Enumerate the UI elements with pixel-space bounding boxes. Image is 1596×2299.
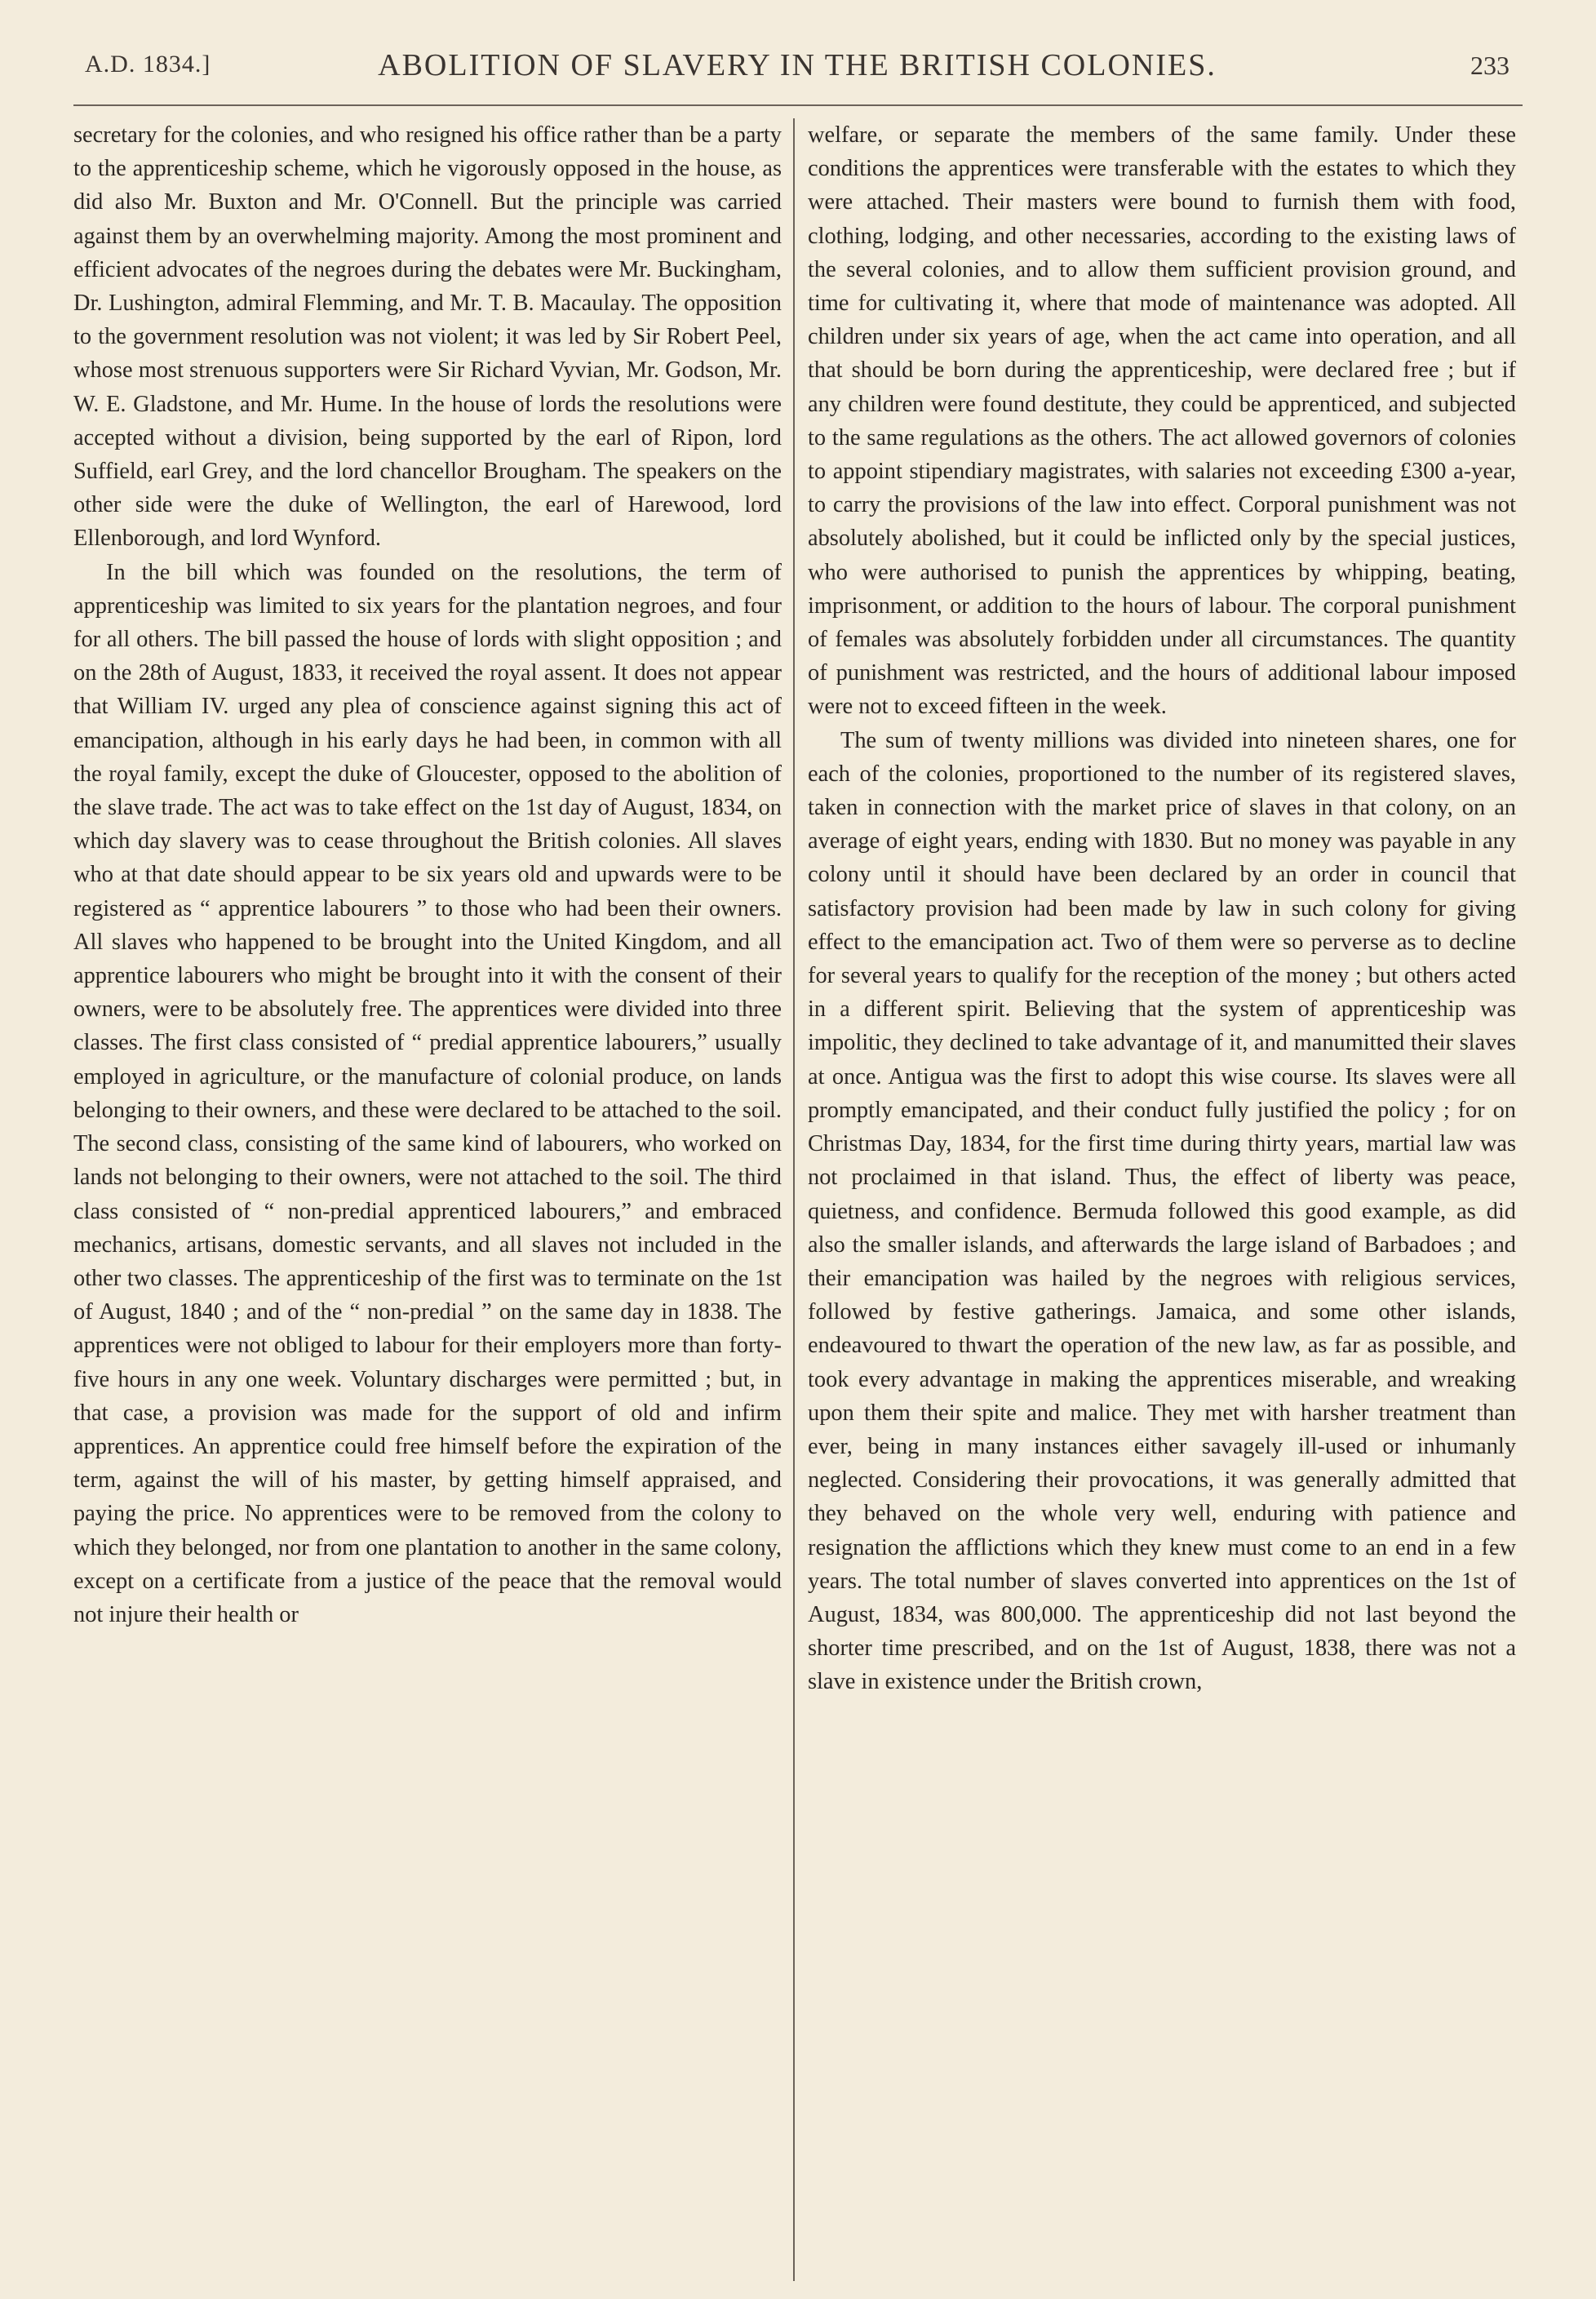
right-column: [808, 118, 1516, 1699]
right-paragraph-1: welfare, or separate the members of the same family. Under these conditions the apprentices were transferable with the estates to which they were attached. Their masters were bound to furnish them with food, clothing, lodging, and other necessaries, according to the existing laws of the several colonies, and to allow them sufficient provision ground, and time for cultivating it, where that mode of maintenance was adopted. All children under six years of age, when the act came into operation, and all that should be born during the apprenticeship, were declared free ; but if any children were found destitute, they could be apprenticed, and subjected to the same regulations as the others. The act allowed governors of colonies to appoint stipendiary magistrates, with salaries not exceeding £300 a-year, to carry the provisions of the law into effect. Corporal punishment was not absolutely abolished, but it could be inflicted only by the special justices, who were authorised to punish the apprentices by whipping, beating, imprisonment, or addition to the hours of labour. The corporal punishment of females was absolutely forbidden under all circumstances. The quantity of punishment was restricted, and the hours of additional labour imposed were not to exceed fifteen in the week.: [808, 122, 1516, 720]
left-column: [73, 118, 782, 1631]
page-number: 233: [1470, 51, 1510, 80]
right-paragraph-2: The sum of twenty millions was divided into nineteen shares, one for each of the colonies, proportioned to the number of its registered slaves, taken in connection with the market price of slaves in that colony, on an average of eight years, ending with 1830. But no money was payable in any colony until it should have been declared by an order in council that satisfactory provision had been made by law in such colony for giving effect to the emancipation act. Two of them were so perverse as to decline for several years to qualify for the reception of the money ; but others acted in a different spirit. Believing that the system of apprenticeship was impolitic, they declined to take advantage of it, and manumitted their slaves at once. Antigua was the first to adopt this wise course. Its slaves were all promptly emancipated, and their conduct fully justified the policy ; for on Christmas Day, 1834, for the first time during thirty years, martial law was not proclaimed in that island. Thus, the effect of liberty was peace, quietness, and confidence. Bermuda followed this good example, as did also the smaller islands, and afterwards the large island of Barbadoes ; and their emancipation was hailed by the negroes with religious services, followed by festive gatherings. Jamaica, and some other islands, endeavoured to thwart the operation of the new law, as far as possible, and took every advantage in making the apprentices miserable, and wreaking upon them their spite and malice. They met with harsher treatment than ever, being in many instances either savagely ill-used or inhumanly neglected. Considering their provocations, it was generally admitted that they behaved on the whole very well, enduring with patience and resignation the afflictions which they knew must come to an end in a few years. The total number of slaves converted into apprentices on the 1st of August, 1834, was 800,000. The apprenticeship did not last beyond the shorter time prescribed, and on the 1st of August, 1838, there was not a slave in existence under the British crown,: [808, 727, 1516, 1695]
left-paragraph-1: secretary for the colonies, and who resigned his office rather than be a party to the apprenticeship scheme, which he vigorously opposed in the house, as did also Mr. Buxton and Mr. O'Connell. But the principle was carried against them by an overwhelming majority. Among the most prominent and efficient advocates of the negroes during the debates were Mr. Buckingham, Dr. Lushington, admiral Flemming, and Mr. T. B. Macaulay. The opposition to the government resolution was not violent; it was led by Sir Robert Peel, whose most strenuous supporters were Sir Richard Vyvian, Mr. Godson, Mr. W. E. Gladstone, and Mr. Hume. In the house of lords the resolutions were accepted without a division, being supported by the earl of Ripon, lord Suffield, earl Grey, and the lord chancellor Brougham. The speakers on the other side were the duke of Wellington, the earl of Harewood, lord Ellenborough, and lord Wynford.: [73, 122, 782, 552]
header-rule: [73, 104, 1523, 106]
running-header: [85, 48, 1510, 91]
header-date: A.D. 1834.]: [85, 51, 211, 78]
header-title: ABOLITION OF SLAVERY IN THE BRITISH COLONIES.: [378, 48, 1217, 82]
column-divider: [793, 118, 795, 2281]
left-paragraph-2: In the bill which was founded on the resolutions, the term of apprenticeship was limited to six years for the plantation negroes, and four for all others. The bill passed the house of lords with slight opposition ; and on the 28th of August, 1833, it received the royal assent. It does not appear that William IV. urged any plea of conscience against signing this act of emancipation, although in his early days he had been, in common with all the royal family, except the duke of Gloucester, opposed to the abolition of the slave trade. The act was to take effect on the 1st day of August, 1834, on which day slavery was to cease throughout the British colonies. All slaves who at that date should appear to be six years old and upwards were to be registered as “ apprentice labourers ” to those who had been their owners. All slaves who happened to be brought into the United Kingdom, and all apprentice labourers who might be brought into it with the consent of their owners, were to be absolutely free. The apprentices were divided into three classes. The first class consisted of “ predial apprentice labourers,” usually employed in agriculture, or the manufacture of colonial produce, on lands belonging to their owners, and these were declared to be attached to the soil. The second class, consisting of the same kind of labourers, who worked on lands not belonging to their owners, were not attached to the soil. The third class consisted of “ non-predial apprenticed labourers,” and embraced mechanics, artisans, domestic servants, and all slaves not included in the other two classes. The apprenticeship of the first was to terminate on the 1st of August, 1840 ; and of the “ non-predial ” on the same day in 1838. The apprentices were not obliged to labour for their employers more than forty-five hours in any one week. Voluntary discharges were permitted ; but, in that case, a provision was made for the support of old and infirm apprentices. An apprentice could free himself before the expiration of the term, against the will of his master, by getting himself appraised, and paying the price. No apprentices were to be removed from the colony to which they belonged, nor from one plantation to another in the same colony, except on a certificate from a justice of the peace that the removal would not injure their health or: [73, 559, 782, 1627]
